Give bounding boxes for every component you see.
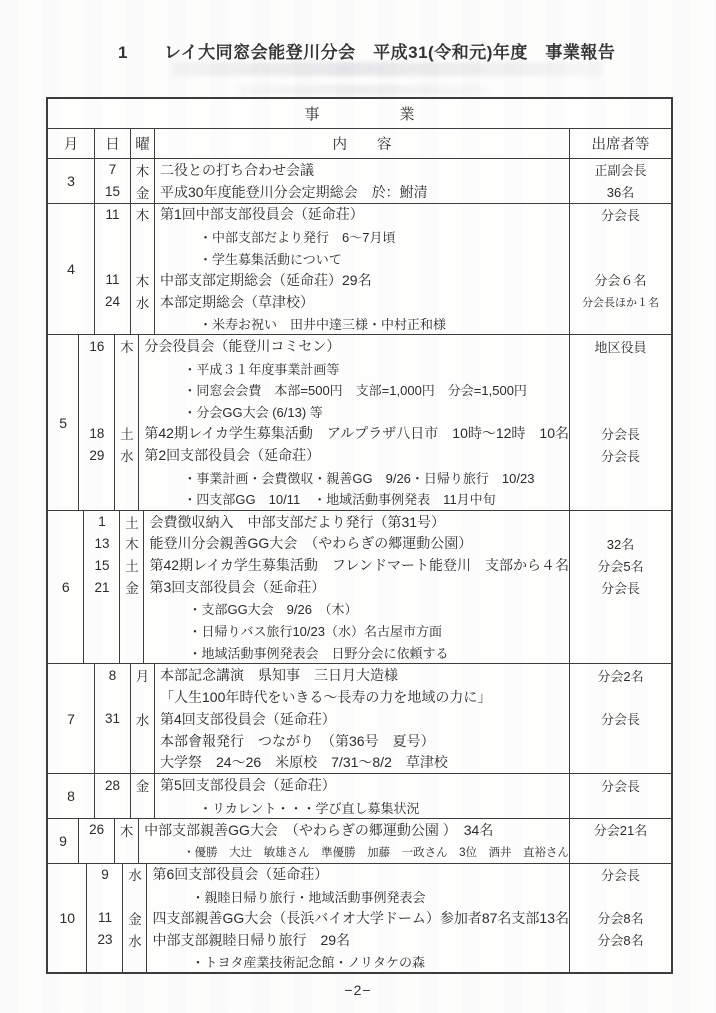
table-row	[95, 204, 671, 226]
content-cell: 二役との打ち合わせ会議	[160, 161, 314, 178]
table-row	[79, 841, 671, 863]
day-cell	[79, 401, 115, 423]
attendees-cell: 分会長	[569, 864, 671, 886]
attendees-cell: 分会5名	[569, 554, 671, 576]
content-cell: 本部定期総会（草津校）	[160, 293, 314, 310]
content-cell: ・優勝 大辻 敏雄さん 準優勝 加藤 一政さん 3位 酒井 直裕さん	[183, 846, 569, 859]
day-cell	[95, 796, 131, 818]
month-cell: 6	[48, 511, 84, 664]
weekday-cell	[120, 620, 144, 642]
weekday-cell: 木	[131, 269, 155, 291]
caption-left: 事	[304, 106, 320, 123]
attendees-cell	[569, 313, 671, 335]
content-cell: ・トヨタ産業技術記念館・ノリタケの森	[191, 955, 425, 971]
scan-bleed-artifact	[172, 62, 602, 76]
day-cell: 7	[95, 159, 131, 181]
content-cell: 大学祭 24～26 米原校 7/31～8/2 草津校	[160, 754, 448, 771]
attendees-cell: 分会2名	[569, 664, 671, 686]
content-cell: 本部記念講演 県知事 三日月大造様	[160, 667, 398, 684]
content-cell: 第42期レイカ学生募集活動 フレンドマート能登川 支部から４名	[149, 557, 569, 574]
content-cell: 第5回支部役員会（延命荘）	[160, 777, 336, 794]
table-row	[95, 159, 671, 181]
content-cell: 第2回支部役員会（延命荘）	[144, 447, 321, 464]
content-cell: 中部支部親善GG大会 （やわらぎの郷運動公園 ） 34名	[144, 821, 494, 838]
day-cell: 31	[95, 708, 131, 730]
attendees-cell: 分会8名	[569, 929, 671, 951]
month-group	[48, 203, 671, 335]
month-group	[48, 818, 671, 863]
weekday-cell	[123, 885, 147, 907]
content-cell: 本部會報発行 つながり （第36号 夏号）	[160, 732, 435, 749]
day-cell	[95, 247, 131, 269]
attendees-cell: 32名	[569, 533, 671, 555]
month-rows	[84, 511, 671, 664]
table-row	[95, 269, 671, 291]
content-cell: ・親睦日帰り旅行・地域活動事例発表会	[191, 889, 426, 905]
table-row	[79, 488, 671, 510]
weekday-cell: 土	[115, 423, 139, 445]
weekday-cell	[115, 841, 139, 863]
day-cell	[79, 379, 115, 401]
table-row	[84, 642, 671, 664]
table-row	[95, 247, 671, 269]
attendees-cell	[569, 951, 671, 973]
weekday-cell	[131, 686, 155, 708]
attendees-cell: 分会長	[569, 444, 671, 466]
weekday-cell: 水	[123, 929, 147, 951]
table-column-header	[48, 129, 671, 159]
content-cell: ・支部GG大会 9/26 （木）	[188, 602, 358, 618]
month-rows	[79, 335, 671, 509]
month-cell: 9	[48, 819, 79, 863]
business-report-table	[46, 97, 673, 974]
day-cell: 13	[84, 533, 120, 555]
month-cell: 4	[48, 204, 95, 335]
weekday-cell	[115, 466, 139, 488]
attendees-cell: 分会長	[569, 423, 671, 445]
weekday-cell: 月	[131, 664, 155, 686]
attendees-cell	[569, 225, 671, 247]
attendees-cell	[569, 885, 671, 907]
day-cell	[95, 225, 131, 247]
column-header-content	[155, 129, 569, 158]
day-cell: 9	[87, 864, 123, 886]
attendees-cell: 分会長ほか１名	[569, 291, 671, 313]
weekday-cell	[131, 796, 155, 818]
attendees-cell	[569, 620, 671, 642]
weekday-cell: 水	[123, 864, 147, 886]
attendees-cell	[569, 686, 671, 708]
table-row	[79, 466, 671, 488]
day-cell	[79, 466, 115, 488]
content-header-right: 容	[377, 137, 392, 153]
day-cell	[95, 752, 131, 774]
page-number: −2−	[344, 982, 372, 998]
table-row	[95, 708, 671, 730]
weekday-cell	[131, 752, 155, 774]
content-cell: 中部支部定期総会（延命荘）29名	[160, 271, 372, 288]
table-row	[79, 444, 671, 466]
month-rows	[95, 159, 671, 203]
day-cell	[79, 488, 115, 510]
month-group	[48, 863, 671, 973]
day-cell: 23	[87, 929, 123, 951]
weekday-cell: 木	[115, 335, 139, 357]
table-row	[84, 598, 671, 620]
content-cell: 能登川分会親善GG大会 （やわらぎの郷運動公園）	[149, 535, 473, 552]
weekday-cell	[120, 642, 144, 664]
month-group	[48, 663, 671, 773]
month-group	[48, 510, 671, 664]
weekday-cell: 水	[115, 444, 139, 466]
day-cell	[84, 598, 120, 620]
table-row	[84, 576, 671, 598]
month-cell: 10	[48, 864, 87, 973]
attendees-cell	[569, 357, 671, 379]
day-cell	[84, 620, 120, 642]
day-cell	[95, 686, 131, 708]
table-row	[87, 951, 671, 973]
month-rows	[95, 204, 671, 335]
content-cell: 第3回支部役員会（延命荘）	[149, 579, 326, 596]
attendees-cell: 分会長	[569, 576, 671, 598]
table-row	[79, 335, 671, 357]
attendees-cell: 分会21名	[569, 819, 671, 841]
weekday-cell: 金	[131, 181, 155, 203]
month-group	[48, 773, 671, 818]
day-cell: 26	[79, 819, 115, 841]
content-cell: 分会役員会（能登川コミセン）	[144, 338, 341, 355]
day-cell: 11	[95, 204, 131, 226]
table-row	[95, 313, 671, 335]
table-row	[79, 819, 671, 841]
section-number: 1	[118, 43, 128, 62]
day-cell: 8	[95, 664, 131, 686]
weekday-cell	[123, 951, 147, 973]
weekday-cell	[131, 313, 155, 335]
day-cell: 28	[95, 774, 131, 796]
column-header-attendees: 出席者等	[569, 129, 671, 158]
weekday-cell	[115, 379, 139, 401]
attendees-cell: 分会8名	[569, 907, 671, 929]
weekday-cell	[131, 247, 155, 269]
table-row	[84, 620, 671, 642]
weekday-cell: 水	[131, 291, 155, 313]
day-cell: 11	[87, 907, 123, 929]
table-row	[84, 511, 671, 533]
content-cell: 第42期レイカ学生募集活動 アルプラザ八日市 10時～12時 10名	[144, 425, 569, 442]
content-cell: ・四支部GG 10/11 ・地域活動事例発表 11月中旬	[183, 492, 496, 508]
content-cell: 平成30年度能登川分会定期総会 於：鮒清	[160, 183, 428, 200]
attendees-cell	[569, 379, 671, 401]
weekday-cell	[120, 598, 144, 620]
content-cell: ・地域活動事例発表会 日野分会に依頼する	[188, 645, 449, 661]
day-cell: 29	[79, 444, 115, 466]
month-rows	[95, 774, 671, 818]
content-cell: 四支部親善GG大会（長浜バイオ大学ドーム）参加者87名支部13名	[152, 909, 569, 926]
content-header-left: 内	[332, 137, 347, 153]
attendees-cell: 36名	[569, 181, 671, 203]
table-row	[87, 929, 671, 951]
attendees-cell	[569, 466, 671, 488]
table-row	[95, 291, 671, 313]
day-cell	[95, 730, 131, 752]
table-row	[95, 664, 671, 686]
content-cell: ・分会GG大会 (6/13) 等	[183, 405, 323, 421]
attendees-cell	[569, 796, 671, 818]
table-row	[87, 864, 671, 886]
table-row	[84, 533, 671, 555]
table-row	[95, 686, 671, 708]
table-row	[95, 225, 671, 247]
content-cell: 「人生100年時代をいきる～長寿の力を地域の力に」	[160, 689, 492, 706]
month-group	[48, 159, 671, 203]
content-cell: ・平成３１年度事業計画等	[183, 361, 340, 377]
weekday-cell: 木	[131, 204, 155, 226]
attendees-cell	[569, 841, 671, 863]
weekday-cell: 金	[131, 774, 155, 796]
day-cell: 1	[84, 511, 120, 533]
day-cell	[87, 951, 123, 973]
day-cell: 24	[95, 291, 131, 313]
attendees-cell	[569, 642, 671, 664]
weekday-cell: 木	[120, 533, 144, 555]
content-cell: ・日帰りバス旅行10/23（水）名古屋市方面	[188, 624, 442, 640]
month-rows	[79, 819, 671, 863]
table-row	[95, 796, 671, 818]
table-row	[79, 401, 671, 423]
content-cell: ・リカレント・・・学び直し募集状況	[199, 800, 420, 816]
content-cell: ・学生募集活動について	[199, 251, 342, 267]
month-rows	[95, 664, 671, 773]
month-cell: 7	[48, 664, 95, 773]
table-row	[87, 885, 671, 907]
table-body	[48, 159, 671, 972]
content-cell: 中部支部親睦日帰り旅行 29名	[152, 931, 351, 948]
attendees-cell: 正副会長	[569, 159, 671, 181]
day-cell	[95, 313, 131, 335]
day-cell: 18	[79, 423, 115, 445]
attendees-cell	[569, 730, 671, 752]
content-cell: 第6回支部役員会（延命荘）	[152, 866, 329, 883]
attendees-cell	[569, 401, 671, 423]
attendees-cell: 地区役員	[569, 335, 671, 357]
day-cell	[84, 642, 120, 664]
month-cell: 3	[48, 159, 95, 203]
month-cell: 5	[48, 335, 79, 509]
day-cell: 11	[95, 269, 131, 291]
scan-bleed-artifact	[238, 85, 488, 95]
weekday-cell: 土	[120, 511, 144, 533]
weekday-cell: 土	[120, 554, 144, 576]
content-cell: ・中部支部だより発行 6～7月頃	[199, 229, 396, 245]
content-cell: ・同窓会会費 本部=500円 支部=1,000円 分会=1,500円	[183, 383, 527, 399]
column-header-weekday: 曜	[131, 129, 155, 158]
content-cell: ・事業計画・会費徴収・親善GG 9/26・日帰り旅行 10/23	[183, 470, 535, 486]
title-text: レイ大同窓会能登川分会 平成31(令和元)年度 事業報告	[163, 43, 616, 62]
column-header-month: 月	[48, 129, 95, 158]
content-cell: 第1回中部支部役員会（延命荘）	[160, 206, 364, 223]
weekday-cell: 木	[131, 159, 155, 181]
weekday-cell	[115, 401, 139, 423]
caption-right: 業	[399, 106, 415, 123]
attendees-cell: 分会長	[569, 708, 671, 730]
weekday-cell: 木	[115, 819, 139, 841]
content-cell: 会費徴収納入 中部支部だより発行（第31号）	[149, 513, 446, 530]
day-cell: 15	[95, 181, 131, 203]
attendees-cell: 分会長	[569, 204, 671, 226]
day-cell: 21	[84, 576, 120, 598]
weekday-cell	[115, 488, 139, 510]
weekday-cell: 水	[131, 708, 155, 730]
table-row	[87, 907, 671, 929]
day-cell: 15	[84, 554, 120, 576]
table-row	[79, 357, 671, 379]
table-row	[95, 774, 671, 796]
attendees-cell: 分会６名	[569, 269, 671, 291]
day-cell	[79, 357, 115, 379]
day-cell	[87, 885, 123, 907]
table-row	[79, 423, 671, 445]
content-cell: ・米寿お祝い 田井中達三様・中村正和様	[199, 316, 447, 332]
attendees-cell	[569, 247, 671, 269]
weekday-cell	[131, 730, 155, 752]
month-rows	[87, 864, 671, 973]
attendees-cell	[569, 752, 671, 774]
table-row	[95, 752, 671, 774]
column-header-day: 日	[95, 129, 131, 158]
attendees-cell	[569, 488, 671, 510]
table-row	[79, 379, 671, 401]
attendees-cell: 分会長	[569, 774, 671, 796]
table-caption	[48, 99, 671, 129]
table-row	[84, 554, 671, 576]
weekday-cell: 金	[123, 907, 147, 929]
table-row	[95, 730, 671, 752]
weekday-cell	[131, 225, 155, 247]
day-cell	[79, 841, 115, 863]
weekday-cell: 金	[120, 576, 144, 598]
weekday-cell	[115, 357, 139, 379]
day-cell: 16	[79, 335, 115, 357]
month-cell: 8	[48, 774, 95, 818]
month-group	[48, 334, 671, 509]
attendees-cell	[569, 598, 671, 620]
content-cell: 第4回支部役員会（延命荘）	[160, 710, 336, 727]
table-row	[95, 181, 671, 203]
page-title	[118, 38, 615, 63]
attendees-cell	[569, 511, 671, 533]
